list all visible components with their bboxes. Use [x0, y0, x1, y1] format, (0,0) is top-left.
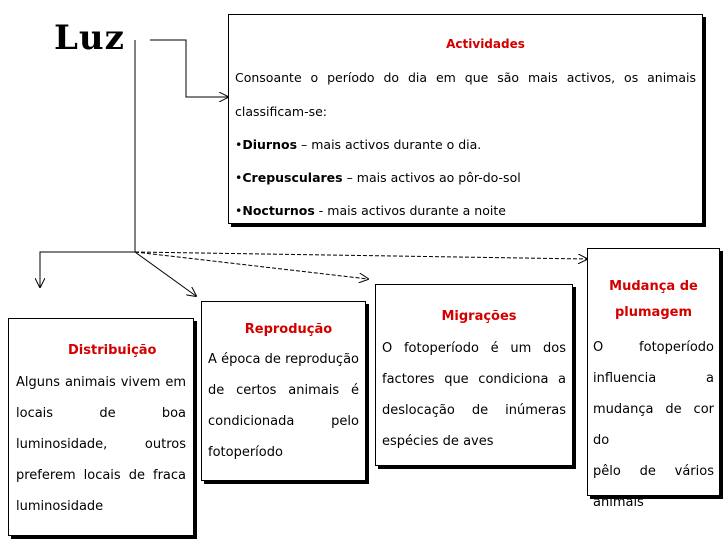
diagram-title: Luz	[54, 18, 125, 58]
bullet: •	[235, 203, 243, 218]
arrow-to-distribuicao	[40, 252, 135, 287]
plumagem-line: influencia a	[593, 371, 714, 386]
actividades-box	[228, 14, 703, 224]
distribuicao-line: locais de boa	[16, 406, 186, 421]
distribuicao-box	[8, 318, 194, 536]
reproducao-line: fotoperíodo	[208, 445, 283, 460]
migracoes-line: deslocação de inúmeras	[382, 403, 566, 418]
bullet: •	[235, 170, 243, 185]
distribuicao-title: Distribuição	[68, 343, 157, 358]
distribuicao-line: luminosidade	[16, 499, 104, 514]
plumagem-line: pêlo de vários	[593, 464, 714, 479]
item-term: Crepusculares	[242, 170, 343, 185]
distribuicao-line: luminosidade, outros	[16, 437, 186, 452]
reproducao-box	[201, 301, 366, 481]
actividades-intro-line-1: Consoante o período do dia em que são mais activos, os animais	[235, 70, 696, 85]
arrow-to-migracoes	[135, 252, 368, 279]
migracoes-box	[375, 284, 573, 466]
reproducao-line: de certos animais é	[208, 383, 359, 398]
migracoes-title: Migrações	[441, 309, 517, 324]
plumagem-line: animais	[593, 495, 644, 510]
reproducao-title: Reprodução	[244, 322, 333, 337]
plumagem-box	[587, 248, 720, 510]
distribuicao-line: Alguns animais vivem em	[16, 375, 186, 390]
item-term: Diurnos	[242, 137, 298, 152]
arrow-to-actividades	[150, 40, 228, 97]
plumagem-line: O fotoperíodo	[593, 340, 714, 355]
actividades-title: Actividades	[446, 37, 525, 51]
migracoes-line: espécies de aves	[382, 434, 494, 449]
plumagem-title-line-2: plumagem	[614, 305, 692, 320]
item-desc: – mais activos durante o dia.	[297, 137, 482, 152]
arrow-to-plumagem	[135, 252, 587, 259]
migracoes-line: factores que condiciona a	[382, 372, 566, 387]
reproducao-line: A época de reprodução	[208, 352, 359, 367]
bullet: •	[235, 137, 243, 152]
arrow-to-reproducao	[135, 252, 196, 296]
actividades-item-nocturnos	[235, 203, 696, 218]
actividades-item-crepusculares	[235, 170, 696, 185]
reproducao-line: condicionada pelo	[208, 414, 359, 429]
plumagem-line: mudança de cor do	[593, 402, 714, 448]
actividades-item-diurnos	[235, 137, 696, 152]
migracoes-line: O fotoperíodo é um dos	[382, 341, 566, 356]
item-term: Nocturnos	[242, 203, 315, 218]
item-desc: – mais activos ao pôr-do-sol	[342, 170, 521, 185]
actividades-intro-line-2: classificam-se:	[235, 104, 328, 119]
item-desc: - mais activos durante a noite	[314, 203, 506, 218]
plumagem-title-line-1: Mudança de	[609, 279, 698, 294]
distribuicao-line: preferem locais de fraca	[16, 468, 186, 483]
